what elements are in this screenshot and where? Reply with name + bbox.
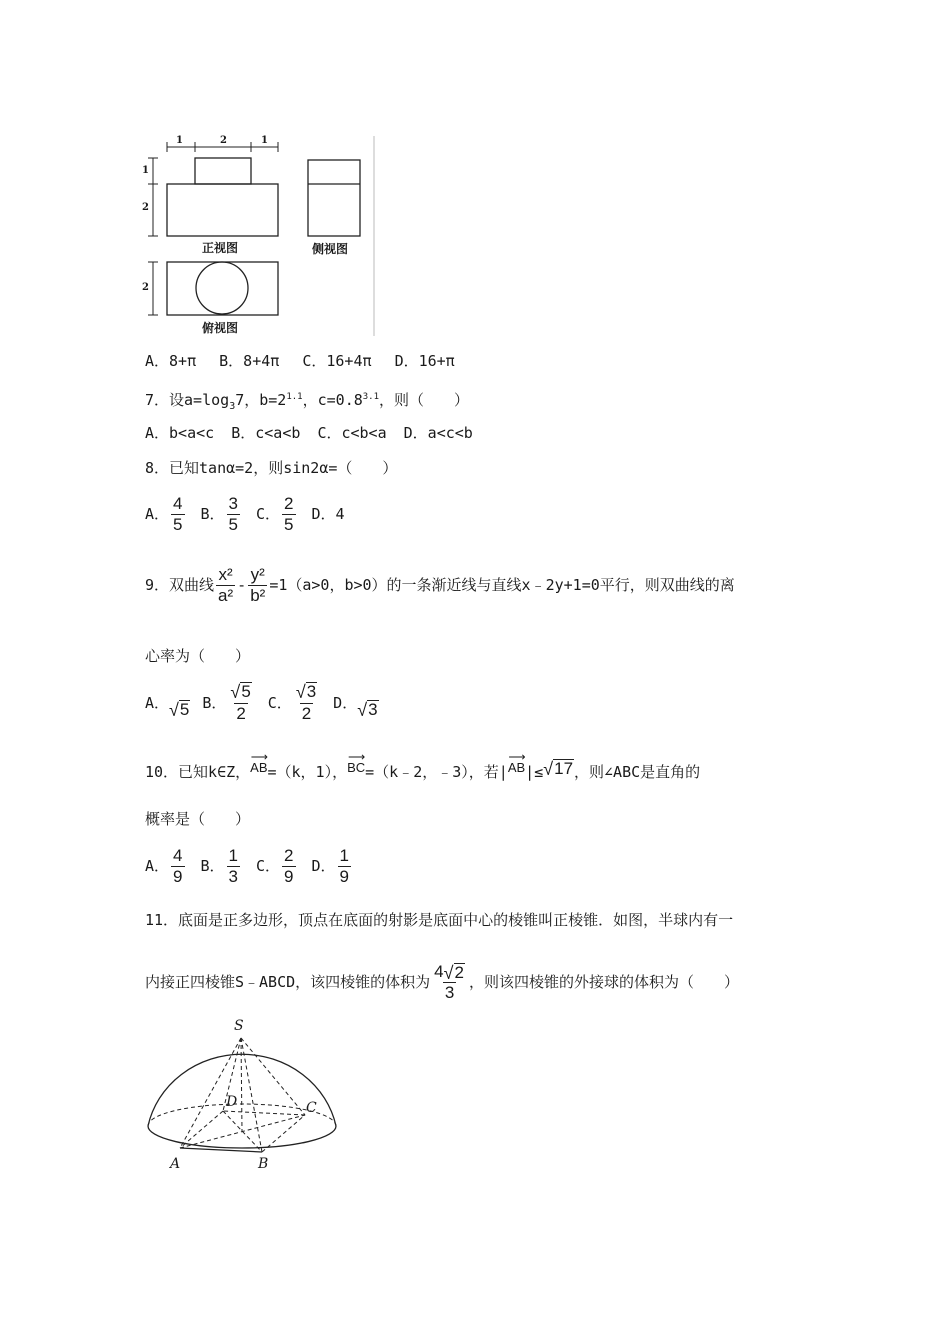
q9-option-d[interactable]: D． √ 3 <box>333 694 378 720</box>
q9-option-d-label: D． <box>333 694 358 712</box>
q8-option-a-label: A． <box>145 504 170 523</box>
q9-stem <box>145 560 735 610</box>
q10-options <box>145 844 353 888</box>
label-s: S <box>234 1018 244 1034</box>
q9-a-den: a² <box>218 585 234 605</box>
q10-suffix: ，则∠ABC是直角的 <box>574 763 701 781</box>
q10-vector-ab-2: AB <box>507 760 526 775</box>
q8-option-c-label: C． <box>256 504 281 523</box>
q8-option-b-den: 5 <box>228 514 238 534</box>
q9-option-a[interactable]: A． √ 5 <box>145 694 190 720</box>
q10-option-a-den: 9 <box>173 866 183 886</box>
q9-option-c[interactable]: C． √ 3 2 <box>267 682 317 723</box>
q9-option-b-sqrt: 5 <box>241 682 251 701</box>
q7-options <box>145 423 481 443</box>
three-view-figure <box>140 132 380 342</box>
q10-le: |≤ <box>525 763 544 781</box>
q8-option-a-num: 4 <box>173 493 183 513</box>
q10-eq1: =（k，1）， <box>267 763 348 781</box>
q9-option-b-label: B． <box>202 694 227 712</box>
q9-options <box>145 680 379 726</box>
q7-stem-prefix: 7．设a=log <box>145 391 230 409</box>
q10-line2: 概率是（ ） <box>145 810 251 828</box>
q9-option-b-den: 2 <box>236 704 246 723</box>
q7-log-base: 3 <box>229 401 236 412</box>
q7-exp-b: 1.1 <box>286 392 303 402</box>
q9-prefix: 9．双曲线 <box>145 576 215 594</box>
q8-option-d-label: D． <box>311 505 336 523</box>
q9-option-a-label: A． <box>145 694 170 712</box>
q10-option-c-num: 2 <box>284 845 294 865</box>
q9-suffix: =1（a>0，b>0）的一条渐近线与直线x﹣2y+1=0平行，则双曲线的离 <box>269 576 735 594</box>
q7-option-d[interactable]: D．a<c<b <box>403 424 473 442</box>
q11-volume-coef: 4 <box>434 961 444 981</box>
q7-option-a[interactable]: A．b<a<c <box>145 424 215 442</box>
q10-option-d-den: 9 <box>339 866 349 886</box>
label-b: B <box>258 1156 269 1172</box>
q7-stem-mid2: ，c=0.8 <box>302 391 363 409</box>
q6-options <box>145 351 469 371</box>
q9-line2: 心率为（ ） <box>145 647 251 665</box>
q11-volume-den: 3 <box>444 982 455 1002</box>
q9-option-a-sqrt: 5 <box>179 699 190 719</box>
q7-stem-suffix: ，则（ ） <box>379 391 470 409</box>
q6-option-c[interactable]: C．16+4π <box>302 352 372 370</box>
q10-option-d[interactable] <box>312 846 354 887</box>
q8-stem: 8．已知tanα=2，则sin2α=（ ） <box>145 459 398 477</box>
q8-option-a-den: 5 <box>173 514 183 534</box>
dim-top-left: 1 <box>176 135 183 146</box>
q8-option-a[interactable] <box>145 494 187 535</box>
q9-option-c-label: C． <box>267 694 292 712</box>
q8-option-c[interactable] <box>256 494 298 535</box>
q8-option-c-den: 5 <box>284 514 294 534</box>
q10-sqrt-value: 17 <box>554 759 574 778</box>
hemisphere-figure <box>140 1018 350 1178</box>
label-d: D <box>226 1094 238 1110</box>
q8-option-d[interactable] <box>312 504 345 524</box>
q9-x-num: x² <box>218 564 233 584</box>
q9-option-c-sqrt: 3 <box>306 682 317 701</box>
q10-eq2: =（k﹣2，﹣3），若| <box>365 763 508 781</box>
dim-front-upper: 1 <box>142 165 149 176</box>
q9-option-c-den: 2 <box>301 704 312 723</box>
q10-option-a-num: 4 <box>173 845 183 865</box>
q7-exp-c: 3.1 <box>362 392 380 402</box>
q11-line2: 内接正四棱锥S﹣ABCD，该四棱锥的体积为 4 √ 2 3 ，则该四棱锥的外接球的体积为（ ） <box>145 961 739 1002</box>
q9-option-b[interactable]: B． √ 5 2 <box>202 682 251 723</box>
label-a: A <box>170 1156 181 1172</box>
q10-vector-bc: BC <box>347 760 366 775</box>
q10-option-b-label: B． <box>200 856 225 875</box>
q6-option-b[interactable]: B．8+4π <box>219 352 280 370</box>
q8-option-b-num: 3 <box>228 493 238 513</box>
q11-line1: 11．底面是正多边形，顶点在底面的射影是底面中心的棱锥叫正棱锥．如图，半球内有一 <box>145 911 734 929</box>
dim-front-lower: 2 <box>142 202 149 213</box>
q10-option-a-label: A． <box>145 856 170 875</box>
dim-top-right: 1 <box>261 135 268 146</box>
hemisphere-diagram <box>140 1018 350 1178</box>
q9-option-d-sqrt: 3 <box>368 699 378 719</box>
q6-option-d[interactable]: D．16+π <box>394 352 455 370</box>
three-view-diagram <box>140 132 380 342</box>
q11-line2-prefix: 内接正四棱锥S﹣ABCD，该四棱锥的体积为 <box>145 973 431 991</box>
q11-volume-sqrt: 2 <box>454 962 464 982</box>
q10-stem: 10．已知k∈Z， ⟶ AB =（k，1）， ⟶ BC =（k﹣2，﹣3），若| ⟶ AB |≤ √ 17 ，则∠ABC是直角的 <box>145 750 701 781</box>
q10-option-b[interactable] <box>201 846 243 887</box>
q10-option-c-den: 9 <box>284 866 294 886</box>
top-view-label: 俯视图 <box>202 321 239 335</box>
q7-option-b[interactable]: B．c<a<b <box>231 424 301 442</box>
q10-option-c[interactable] <box>256 846 298 887</box>
front-view-label: 正视图 <box>202 241 239 255</box>
q7-stem-mid1: 7，b=2 <box>235 391 287 409</box>
q10-option-b-den: 3 <box>228 866 238 886</box>
q11-line2-suffix: ，则该四棱锥的外接球的体积为（ ） <box>468 973 739 991</box>
q9-y-num: y² <box>250 564 265 584</box>
q9-b-den: b² <box>250 585 266 605</box>
q6-option-a[interactable]: A．8+π <box>145 352 197 370</box>
label-c: C <box>306 1100 317 1116</box>
q10-option-c-label: C． <box>256 856 281 875</box>
q9-minus: - <box>237 576 247 594</box>
q10-option-b-num: 1 <box>228 845 238 865</box>
q10-option-d-num: 1 <box>339 845 349 865</box>
q7-option-c[interactable]: C．c<b<a <box>317 424 387 442</box>
dim-top-view: 2 <box>142 282 149 293</box>
q8-option-b-label: B． <box>200 504 225 523</box>
side-view-label: 侧视图 <box>312 242 349 256</box>
q7-stem <box>145 387 469 417</box>
q8-option-d-text: 4 <box>335 505 345 523</box>
q10-option-a[interactable] <box>145 846 187 887</box>
q8-option-c-num: 2 <box>284 493 294 513</box>
dim-top-mid: 2 <box>220 135 227 146</box>
q10-vector-ab: AB <box>250 760 268 775</box>
q10-option-d-label: D． <box>311 856 336 875</box>
q8-options <box>145 492 345 536</box>
q10-prefix: 10．已知k∈Z， <box>145 763 251 781</box>
q8-option-b[interactable] <box>201 494 243 535</box>
